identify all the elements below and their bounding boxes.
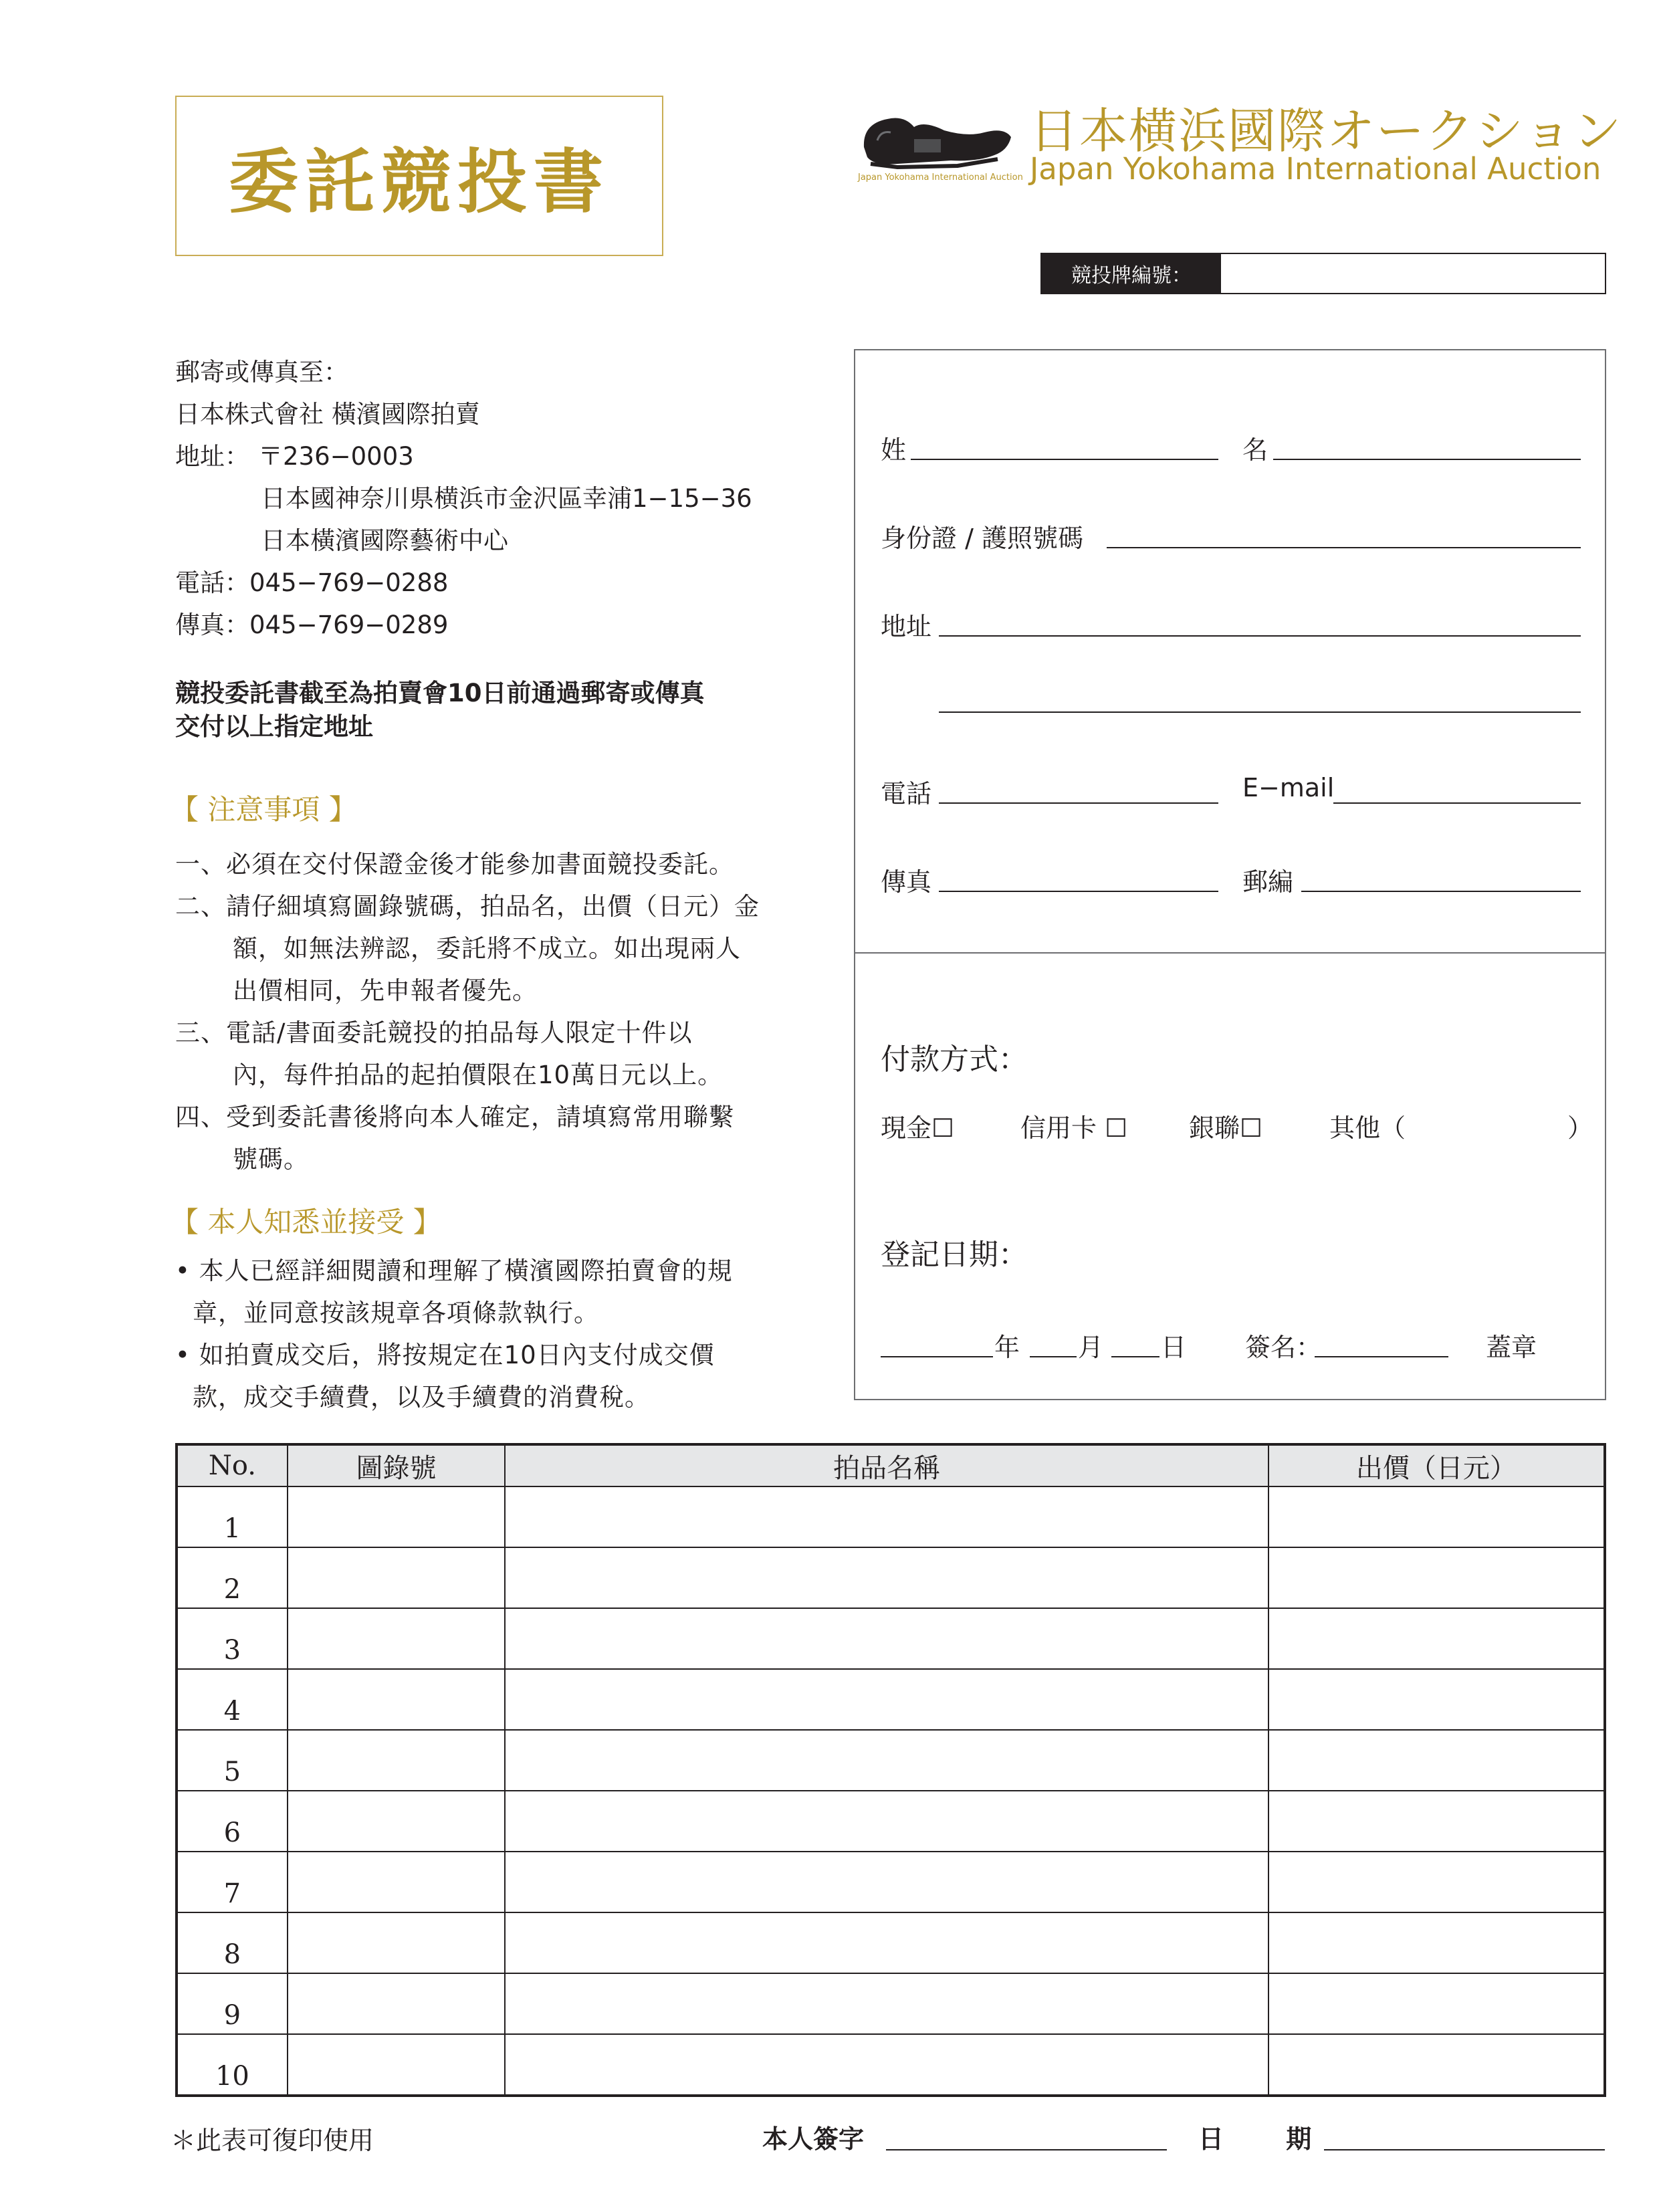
payment-other-close: ） bbox=[1567, 1113, 1593, 1143]
catalog-number-cell[interactable] bbox=[288, 1973, 505, 2034]
payment-cash-checkbox[interactable]: 現金☐ bbox=[881, 1113, 955, 1143]
note-line: 號碼。 bbox=[233, 1145, 309, 1174]
postal-code: 〒236−0003 bbox=[258, 442, 414, 471]
deadline-line-2: 交付以上指定地址 bbox=[175, 712, 373, 741]
bid-price-cell[interactable] bbox=[1268, 1973, 1605, 2034]
header-no: No. bbox=[177, 1444, 288, 1486]
row-number: 3 bbox=[177, 1608, 288, 1669]
lot-name-cell[interactable] bbox=[505, 1669, 1268, 1730]
catalog-number-cell[interactable] bbox=[288, 1547, 505, 1608]
id-passport-label: 身份證 / 護照號碼 bbox=[881, 524, 1083, 553]
mail-fax-to: 郵寄或傳真至： bbox=[175, 358, 348, 386]
address-label: 地址： bbox=[175, 442, 249, 471]
phone-label: 電話 bbox=[881, 779, 932, 808]
table-row bbox=[177, 1791, 1605, 1852]
lot-name-cell[interactable] bbox=[505, 1608, 1268, 1669]
catalog-number-cell[interactable] bbox=[288, 2034, 505, 2096]
registration-date-label: 登記日期： bbox=[881, 1238, 1028, 1272]
sign-field[interactable] bbox=[1315, 1356, 1448, 1357]
address-field-label: 地址 bbox=[881, 612, 932, 641]
note-line: 一、必須在交付保證金後才能參加書面競投委託。 bbox=[175, 850, 734, 879]
form-divider bbox=[854, 952, 1606, 954]
catalog-number-cell[interactable] bbox=[288, 1486, 505, 1547]
bid-price-cell[interactable] bbox=[1268, 1547, 1605, 1608]
year-label: 年 bbox=[994, 1333, 1020, 1362]
title-box bbox=[175, 96, 663, 256]
lot-name-cell[interactable] bbox=[505, 1973, 1268, 2034]
address-field-line-2[interactable] bbox=[939, 711, 1581, 713]
address-line-2: 日本橫濱國際藝術中心 bbox=[261, 526, 508, 555]
logo-japanese-name: 日本横浜國際オークション bbox=[1030, 103, 1623, 159]
logo-english-name: Japan Yokohama International Auction bbox=[1030, 151, 1601, 187]
note-line: 內，每件拍品的起拍價限在10萬日元以上。 bbox=[233, 1061, 724, 1089]
table-row bbox=[177, 1973, 1605, 2034]
paddle-number-label: 競投牌編號： bbox=[1042, 254, 1221, 293]
bid-price-cell[interactable] bbox=[1268, 1608, 1605, 1669]
logo-beast-icon bbox=[851, 100, 1018, 181]
given-name-label: 名 bbox=[1242, 435, 1268, 465]
lot-name-cell[interactable] bbox=[505, 1730, 1268, 1791]
catalog-number-cell[interactable] bbox=[288, 1669, 505, 1730]
year-field[interactable] bbox=[881, 1356, 993, 1357]
table-header-row bbox=[177, 1444, 1605, 1486]
bid-price-cell[interactable] bbox=[1268, 1669, 1605, 1730]
address-line-1: 日本國神奈川県横浜市金沢區幸浦1−15−36 bbox=[261, 484, 752, 513]
sign-label: 簽名： bbox=[1245, 1333, 1322, 1362]
lot-name-cell[interactable] bbox=[505, 1852, 1268, 1912]
lot-name-cell[interactable] bbox=[505, 2034, 1268, 2096]
table-row bbox=[177, 1608, 1605, 1669]
catalog-number-cell[interactable] bbox=[288, 1791, 505, 1852]
month-field[interactable] bbox=[1030, 1356, 1077, 1357]
payment-other-option[interactable]: 其他（ bbox=[1329, 1113, 1406, 1143]
catalog-number-cell[interactable] bbox=[288, 1912, 505, 1973]
lot-name-cell[interactable] bbox=[505, 1791, 1268, 1852]
lot-name-cell[interactable] bbox=[505, 1486, 1268, 1547]
table-row bbox=[177, 1486, 1605, 1547]
payment-credit-card-checkbox[interactable]: 信用卡 ☐ bbox=[1020, 1113, 1128, 1143]
zip-field[interactable] bbox=[1301, 891, 1581, 892]
footer-date-label: 日 期 bbox=[1198, 2124, 1312, 2154]
note-line: 四、受到委託書後將向本人確定，請填寫常用聯繫 bbox=[175, 1103, 734, 1131]
catalog-number-cell[interactable] bbox=[288, 1608, 505, 1669]
id-passport-field[interactable] bbox=[1107, 547, 1581, 548]
row-number: 7 bbox=[177, 1852, 288, 1912]
row-number: 10 bbox=[177, 2034, 288, 2096]
row-number: 5 bbox=[177, 1730, 288, 1791]
bid-price-cell[interactable] bbox=[1268, 1912, 1605, 1973]
row-number: 6 bbox=[177, 1791, 288, 1852]
header-bid-price: 出價（日元） bbox=[1268, 1444, 1605, 1486]
notes-heading: 【 注意事項 】 bbox=[171, 793, 357, 826]
accept-line: • 如拍賣成交后，將按規定在10日內支付成交價 bbox=[175, 1341, 715, 1369]
lot-name-cell[interactable] bbox=[505, 1547, 1268, 1608]
deadline-line-1: 競投委託書截至為拍賣會10日前通過郵寄或傳真 bbox=[175, 679, 705, 707]
accept-line: 章，並同意按該規章各項條款執行。 bbox=[193, 1299, 599, 1327]
bid-price-cell[interactable] bbox=[1268, 1486, 1605, 1547]
given-name-field[interactable] bbox=[1273, 459, 1581, 460]
table-row bbox=[177, 1669, 1605, 1730]
bid-price-cell[interactable] bbox=[1268, 1791, 1605, 1852]
note-line: 額，如無法辨認，委託將不成立。如出現兩人 bbox=[233, 934, 741, 963]
email-field[interactable] bbox=[1333, 802, 1581, 804]
payment-unionpay-checkbox[interactable]: 銀聯☐ bbox=[1189, 1113, 1263, 1143]
bid-price-cell[interactable] bbox=[1268, 2034, 1605, 2096]
day-label: 日 bbox=[1161, 1333, 1187, 1362]
row-number: 9 bbox=[177, 1973, 288, 2034]
accept-line: • 本人已經詳細閱讀和理解了橫濱國際拍賣會的規 bbox=[175, 1256, 733, 1285]
accept-heading: 【 本人知悉並接受 】 bbox=[171, 1206, 441, 1238]
bid-price-cell[interactable] bbox=[1268, 1852, 1605, 1912]
table-row bbox=[177, 1852, 1605, 1912]
email-label: E−mail bbox=[1242, 773, 1335, 802]
phone-field[interactable] bbox=[939, 802, 1218, 804]
table-row bbox=[177, 1912, 1605, 1973]
address-field[interactable] bbox=[939, 635, 1581, 637]
contact-fax: 傳真：045−769−0289 bbox=[175, 611, 449, 639]
day-field[interactable] bbox=[1111, 1356, 1159, 1357]
month-label: 月 bbox=[1078, 1333, 1104, 1362]
company-name: 日本株式會社 橫濱國際拍賣 bbox=[175, 400, 480, 429]
header-catalog-number: 圖錄號 bbox=[288, 1444, 505, 1486]
catalog-number-cell[interactable] bbox=[288, 1852, 505, 1912]
row-number: 8 bbox=[177, 1912, 288, 1973]
page-title: 委託競投書 bbox=[228, 141, 610, 223]
catalog-number-cell[interactable] bbox=[288, 1730, 505, 1791]
note-line: 二、請仔細填寫圖錄號碼，拍品名，出價（日元）金 bbox=[175, 892, 760, 921]
note-line: 出價相同，先申報者優先。 bbox=[233, 976, 538, 1005]
payment-method-label: 付款方式： bbox=[881, 1042, 1028, 1077]
paddle-number-field[interactable] bbox=[1040, 253, 1606, 294]
accept-line: 款，成交手續費，以及手續費的消費稅。 bbox=[193, 1383, 650, 1412]
header-lot-name: 拍品名稱 bbox=[505, 1444, 1268, 1486]
table-row bbox=[177, 1730, 1605, 1791]
seal-label: 蓋章 bbox=[1486, 1333, 1537, 1362]
fax-field[interactable] bbox=[939, 891, 1218, 892]
signature-field[interactable] bbox=[886, 2149, 1167, 2150]
surname-field[interactable] bbox=[911, 459, 1218, 460]
table-row bbox=[177, 1547, 1605, 1608]
fax-label: 傳真 bbox=[881, 867, 932, 897]
contact-phone: 電話：045−769−0288 bbox=[175, 568, 449, 597]
signature-label: 本人簽字 bbox=[762, 2124, 865, 2154]
zip-label: 郵編 bbox=[1242, 867, 1294, 897]
lot-name-cell[interactable] bbox=[505, 1912, 1268, 1973]
note-line: 三、電話/書面委託競投的拍品每人限定十件以 bbox=[175, 1018, 693, 1047]
lot-table bbox=[175, 1443, 1606, 2097]
row-number: 1 bbox=[177, 1486, 288, 1547]
row-number: 4 bbox=[177, 1669, 288, 1730]
table-row bbox=[177, 2034, 1605, 2096]
logo-caption: Japan Yokohama International Auction bbox=[858, 173, 1023, 183]
bid-price-cell[interactable] bbox=[1268, 1730, 1605, 1791]
footer-date-field[interactable] bbox=[1324, 2149, 1605, 2150]
row-number: 2 bbox=[177, 1547, 288, 1608]
surname-label: 姓 bbox=[881, 435, 907, 465]
copy-note: ＊此表可復印使用 bbox=[171, 2126, 374, 2155]
